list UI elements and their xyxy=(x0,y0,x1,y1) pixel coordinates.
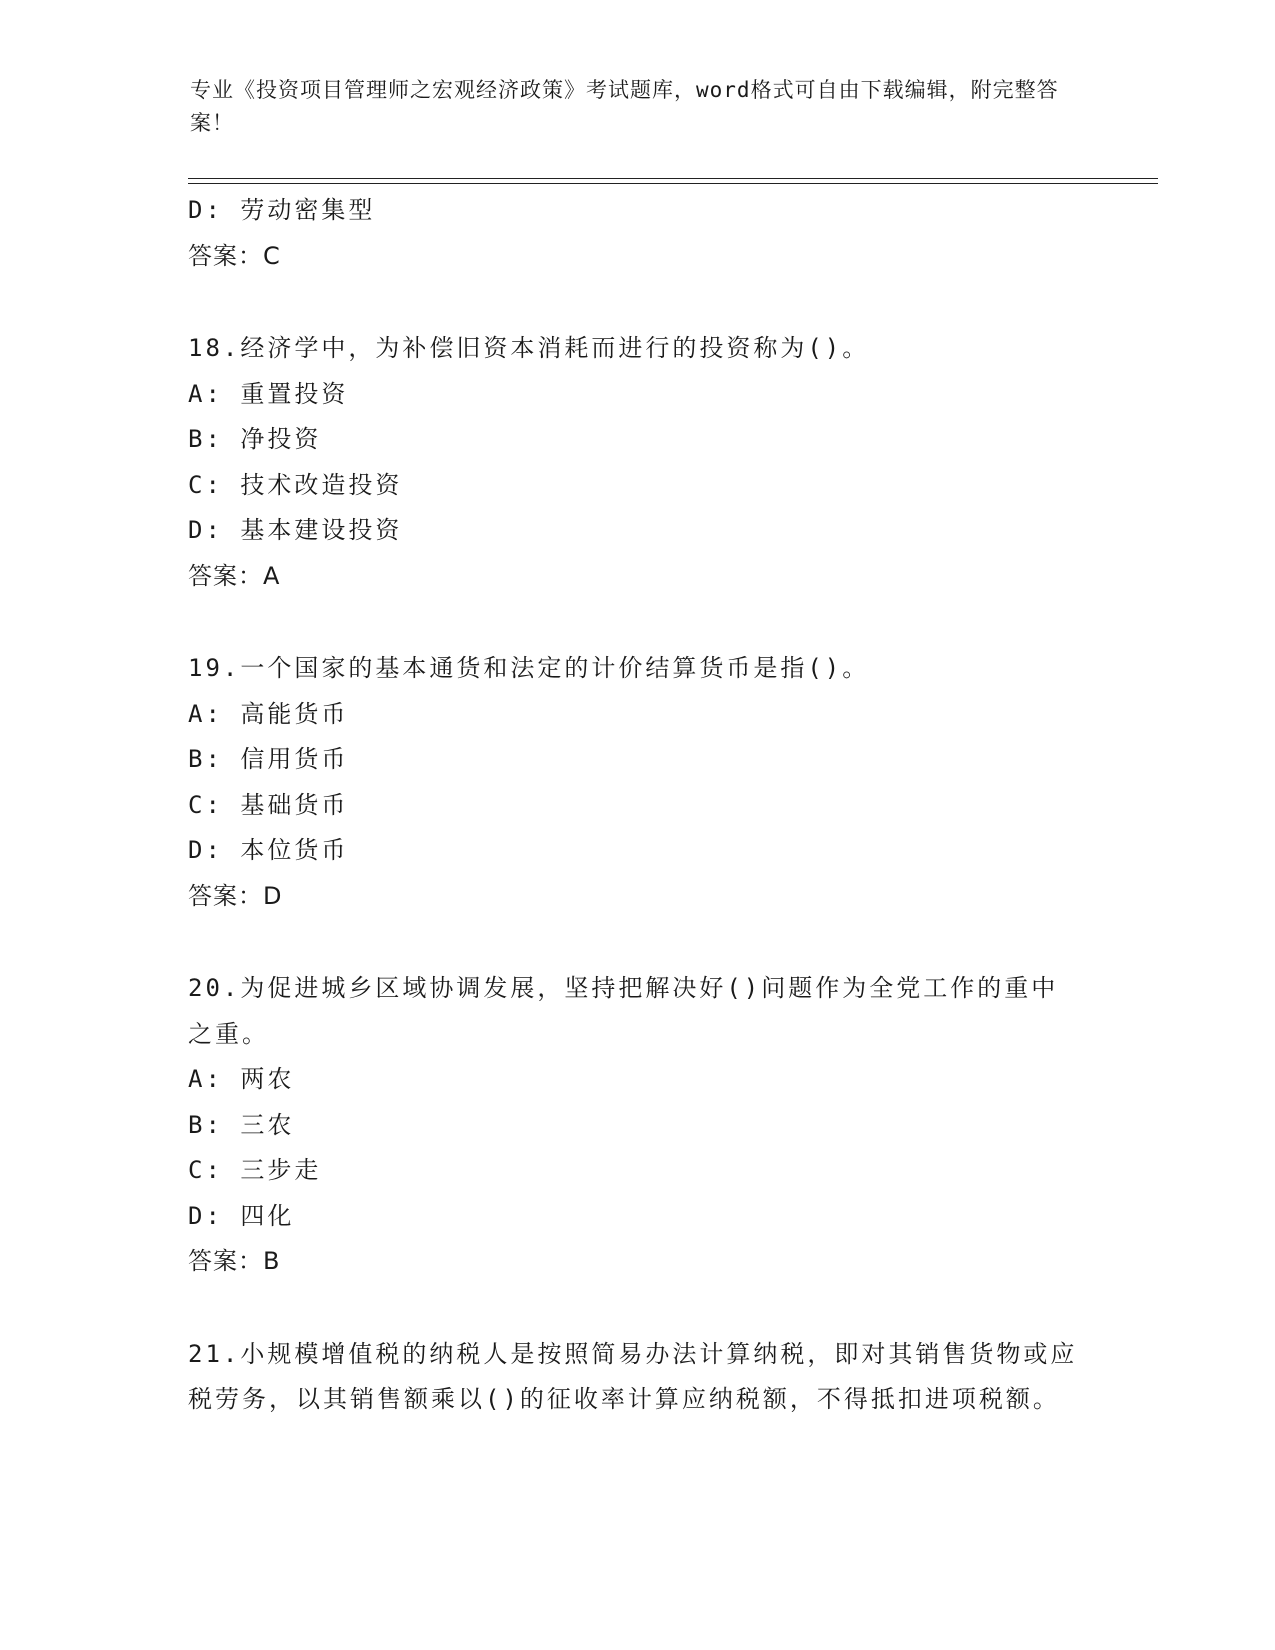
question-list xyxy=(188,188,1088,1423)
spacer xyxy=(188,919,1088,966)
header-divider-bottom xyxy=(188,183,1158,184)
option-c: C: 三步走 xyxy=(188,1156,322,1184)
question-text: 20.为促进城乡区域协调发展，坚持把解决好()问题作为全党工作的重中之重。 xyxy=(188,974,1059,1048)
option-d: D: 基本建设投资 xyxy=(188,516,403,544)
question-block xyxy=(188,646,1088,919)
option-c: C: 基础货币 xyxy=(188,790,349,819)
option-a: A: 高能货币 xyxy=(188,699,349,728)
option-d: D: 四化 xyxy=(188,1201,295,1230)
answer-line: 答案：B xyxy=(188,1247,281,1275)
question-text: 18.经济学中，为补偿旧资本消耗而进行的投资称为()。 xyxy=(188,334,870,362)
question-block xyxy=(188,1332,1088,1423)
answer-line: 答案：C xyxy=(188,241,281,270)
spacer xyxy=(188,599,1088,646)
option-d: D: 本位货币 xyxy=(188,836,349,864)
option-a: A: 重置投资 xyxy=(188,379,349,408)
option-b: B: 信用货币 xyxy=(188,745,349,773)
option-b: B: 净投资 xyxy=(188,425,322,453)
spacer xyxy=(188,1285,1088,1332)
option-b: B: 三农 xyxy=(188,1110,295,1139)
header-divider-top xyxy=(188,178,1158,179)
option-c: C: 技术改造投资 xyxy=(188,470,403,499)
question-block xyxy=(188,966,1088,1285)
answer-line: 答案：D xyxy=(188,881,283,910)
page-header-text: 专业《投资项目管理师之宏观经济政策》考试题库，word格式可自由下载编辑，附完整答案！ xyxy=(190,78,1059,135)
question-text: 19.一个国家的基本通货和法定的计价结算货币是指()。 xyxy=(188,654,870,682)
question-block xyxy=(188,326,1088,599)
answer-line: 答案：A xyxy=(188,561,281,590)
option-a: A: 两农 xyxy=(188,1065,295,1093)
question-text: 21.小规模增值税的纳税人是按照简易办法计算纳税，即对其销售货物或应税劳务，以其销售额乘以()的征收率计算应纳税额，不得抵扣进项税额。 xyxy=(188,1339,1078,1413)
option-d: D: 劳动密集型 xyxy=(188,196,376,224)
spacer xyxy=(188,279,1088,326)
